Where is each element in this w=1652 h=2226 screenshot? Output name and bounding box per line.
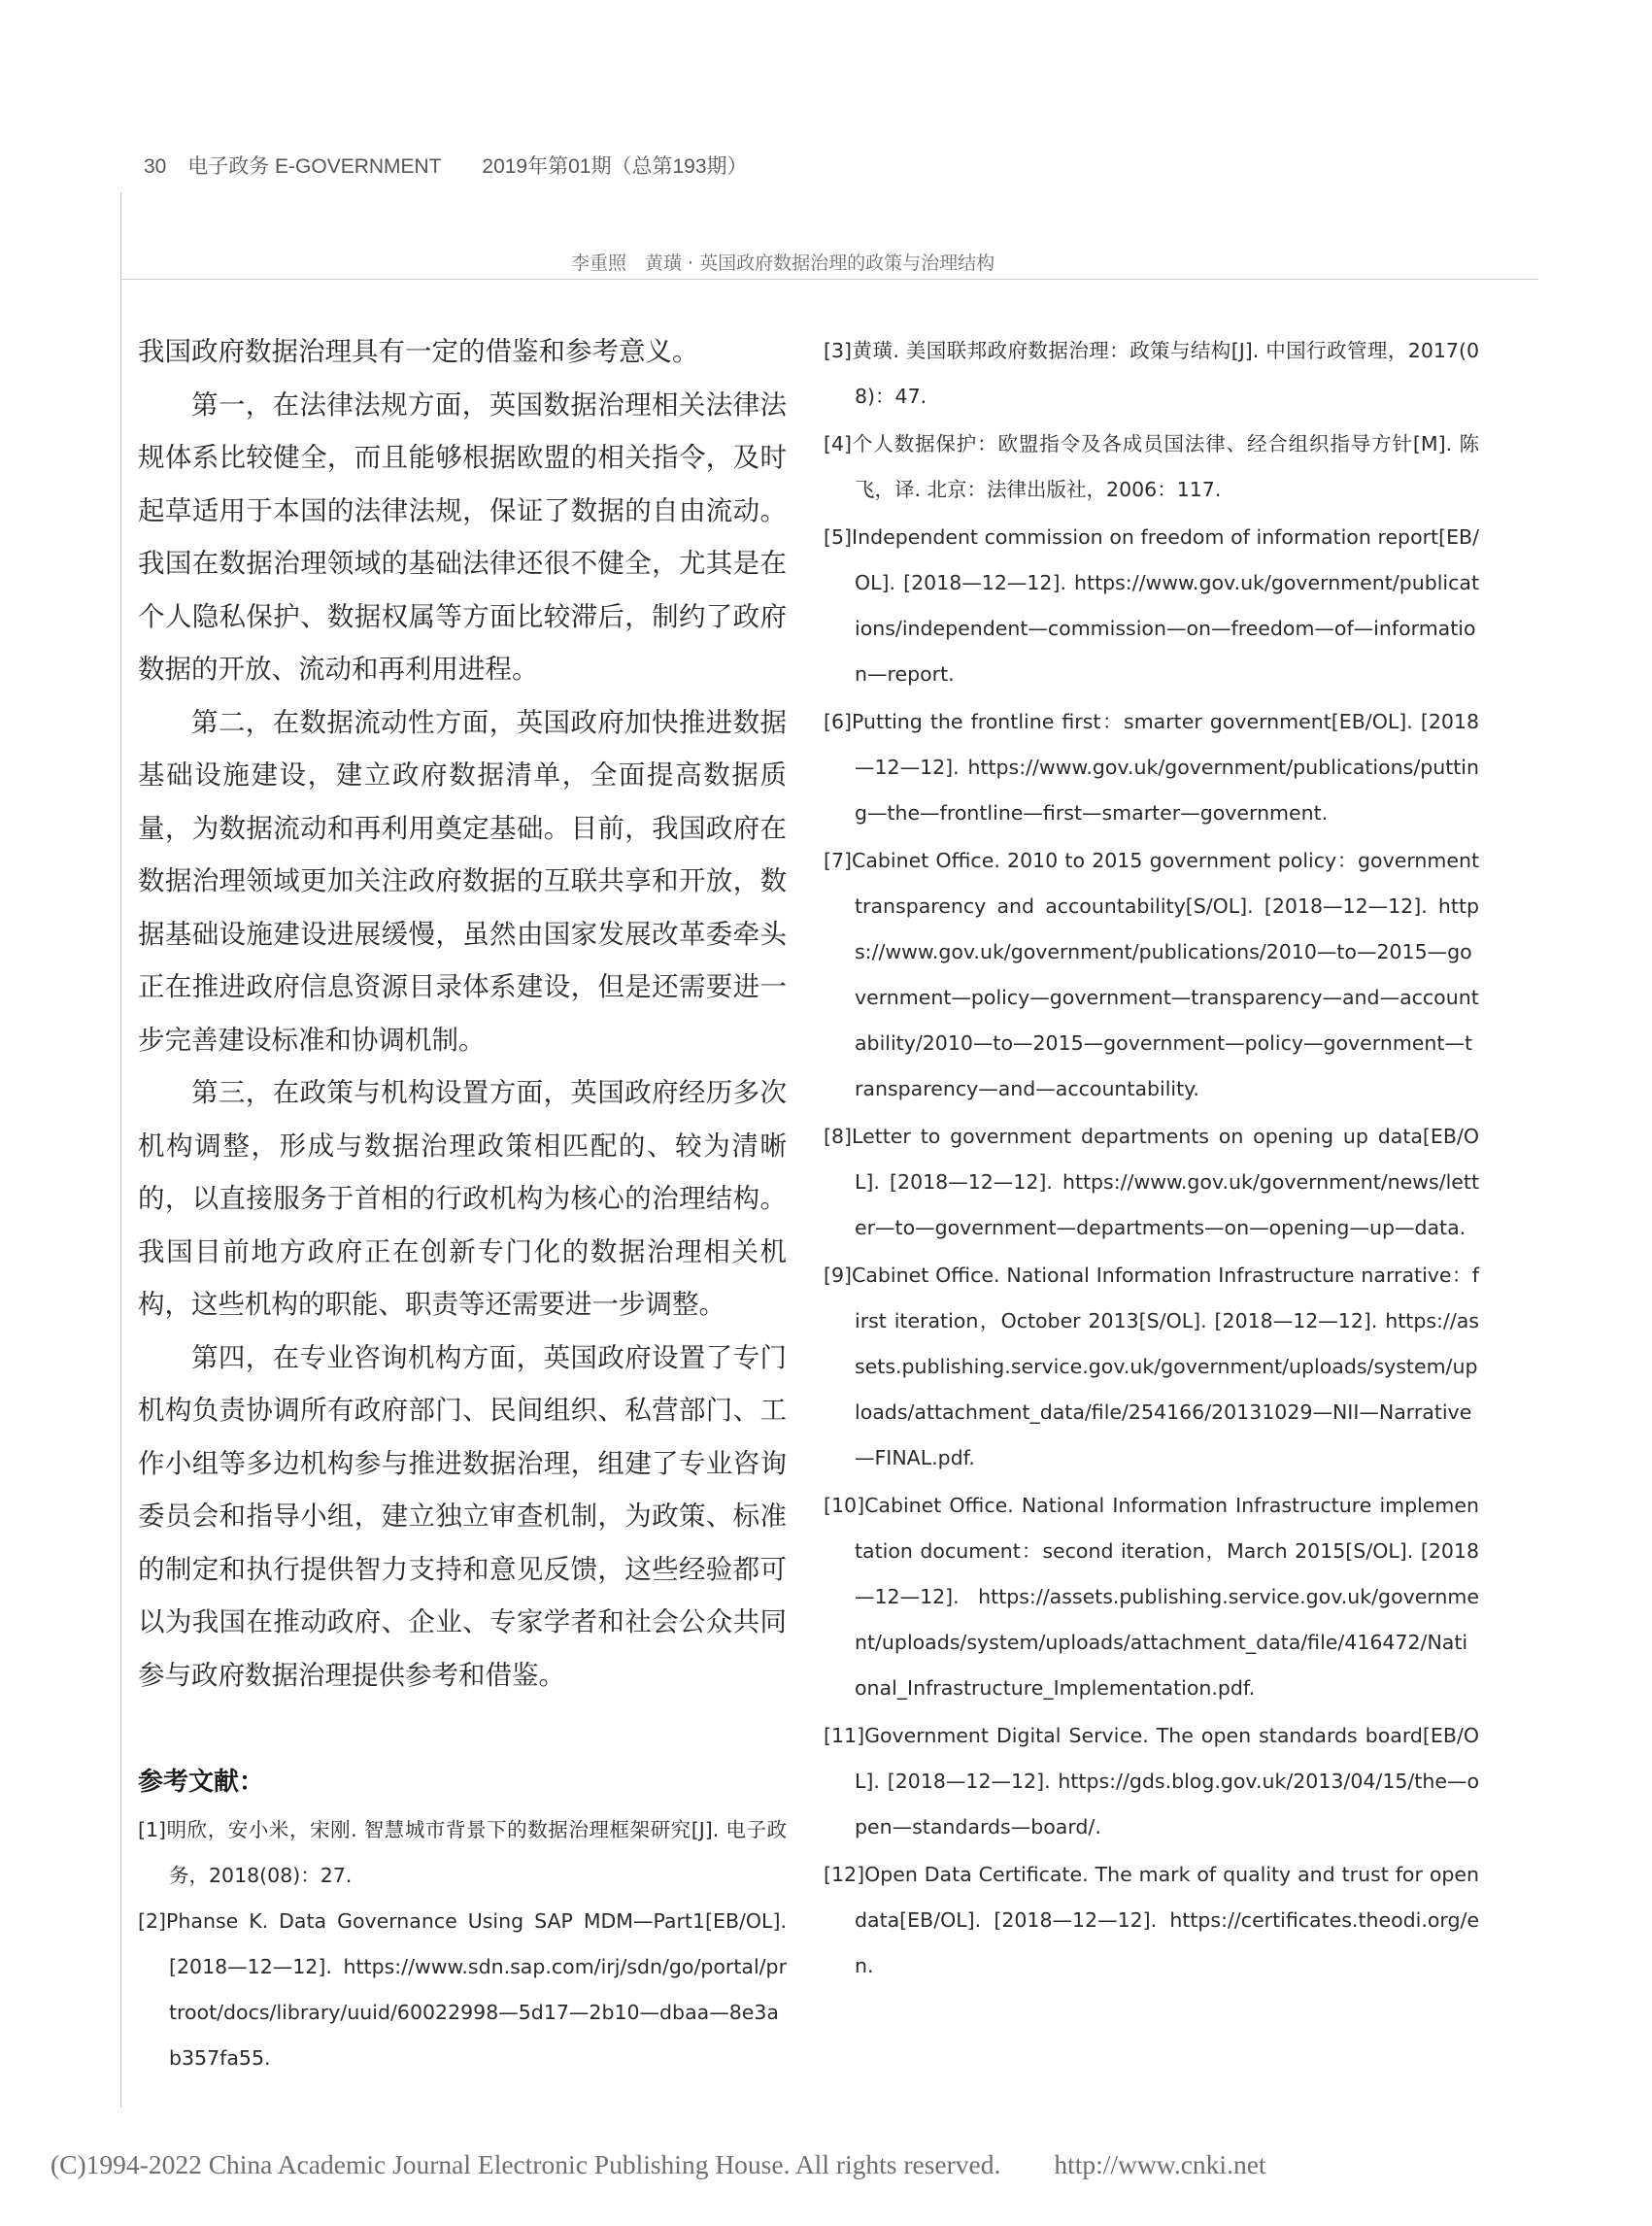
reference-item: [3]黄璜. 美国联邦政府数据治理：政策与结构[J]. 中国行政管理，2017(08)：47. [824,339,1479,408]
reference-item: [9]Cabinet Office. National Information Infrastructure narrative：first iteration，October 2013[S/OL]. [2018—12—12]. https://assets.publishing.service.gov.uk/government/uploads/system/uploads/attachment_data/file/254166/20131029—NII—Narrative—FINAL.pdf. [824,1264,1479,1469]
references-heading: 参考文献： [138,1768,265,1797]
body-paragraph: 第四，在专业咨询机构方面，英国政府设置了专门机构负责协调所有政府部门、民间组织、私营部门、工作小组等多边机构参与推进数据治理，组建了专业咨询委员会和指导小组，建立独立审查机制，为政策、标准的制定和执行提供智力支持和意见反馈，这些经验都可以为我国在推动政府、企业、专家学者和社会公众共同参与政府数据治理提供参考和借鉴。 [138,1341,787,1691]
reference-item: [12]Open Data Certificate. The mark of quality and trust for open data[EB/OL]. [2018—12—12]. https://certificates.theodi.org/en. [824,1863,1479,1977]
page-number: 30 [144,155,167,178]
reference-item: [1]明欣，安小米，宋刚. 智慧城市背景下的数据治理框架研究[J]. 电子政务，2018(08)：27. [138,1818,787,1887]
reference-item: [2]Phanse K. Data Governance Using SAP MDM—Part1[EB/OL]. [2018—12—12]. https://www.sdn.sap.com/irj/sdn/go/portal/prtroot/docs/library/uuid/60022998—5d17—2b10—dbaa—8e3ab357fa55. [138,1909,787,2070]
reference-item: [4]个人数据保护：欧盟指令及各成员国法律、经合组织指导方针[M]. 陈飞，译. 北京：法律出版社，2006：117. [824,432,1479,501]
reference-item: [10]Cabinet Office. National Information Infrastructure implementation document：second iteration，March 2015[S/OL]. [2018—12—12]. https://assets.publishing.service.gov.uk/government/uploads/system/uploads/attachment_data/file/416472/National_Infrastructure_Implementation.pdf. [824,1494,1479,1700]
copyright-footer: (C)1994-2022 China Academic Journal Electronic Publishing House. All rights reserved. http://www.cnki.net [51,2149,1266,2179]
left-column [138,325,787,2081]
reference-item: [6]Putting the frontline first：smarter government[EB/OL]. [2018—12—12]. https://www.gov.uk/government/publications/putting—the—frontline—first—smarter—government. [824,710,1479,825]
reference-item: [11]Government Digital Service. The open standards board[EB/OL]. [2018—12—12]. https://gds.blog.gov.uk/2013/04/15/the—open—standards—board/. [824,1724,1479,1838]
page-header [144,151,763,180]
body-paragraph: 我国政府数据治理具有一定的借鉴和参考意义。 [138,336,699,367]
reference-item: [8]Letter to government departments on opening up data[EB/OL]. [2018—12—12]. https://www.gov.uk/government/news/letter—to—government—departments—on—opening—up—data. [824,1125,1479,1239]
header-rule [120,279,1538,280]
right-column [824,328,1479,1991]
reference-item: [5]Independent commission on freedom of information report[EB/OL]. [2018—12—12]. https://www.gov.uk/government/publications/independent—commission—on—freedom—of—information—report. [824,525,1479,686]
body-paragraph: 第三，在政策与机构设置方面，英国政府经历多次机构调整，形成与数据治理政策相匹配的、较为清晰的，以直接服务于首相的行政机构为核心的治理结构。我国目前地方政府正在创新专门化的数据治理相关机构，这些机构的职能、职责等还需要进一步调整。 [138,1077,787,1320]
left-margin-rule [120,192,121,2108]
journal-name: 电子政务 E-GOVERNMENT [187,155,442,178]
issue-info: 2019年第01期（总第193期） [482,155,748,178]
reference-item: [7]Cabinet Office. 2010 to 2015 government policy：government transparency and accountability[S/OL]. [2018—12—12]. https://www.gov.uk/government/publications/2010—to—2015—government—policy—government—transparency—and—accountability/2010—to—2015—government—policy—government—transparency—and—accountability. [824,849,1479,1100]
body-paragraph: 第二，在数据流动性方面，英国政府加快推进数据基础设施建设，建立政府数据清单，全面提高数据质量，为数据流动和再利用奠定基础。目前，我国政府在数据治理领域更加关注政府数据的互联共享和开放，数据基础设施建设进展缓慢，虽然由国家发展改革委牵头正在推进政府信息资源目录体系建设，但是还需要进一步完善建设标准和协调机制。 [138,706,787,1056]
body-paragraph: 第一，在法律法规方面，英国数据治理相关法律法规体系比较健全，而且能够根据欧盟的相关指令，及时起草适用于本国的法律法规，保证了数据的自由流动。我国在数据治理领域的基础法律还很不健全，尤其是在个人隐私保护、数据权属等方面比较滞后，制约了政府数据的开放、流动和再利用进程。 [138,388,787,685]
running-title: 李重照 黄璜 · 英国政府数据治理的政策与治理结构 [571,253,995,274]
